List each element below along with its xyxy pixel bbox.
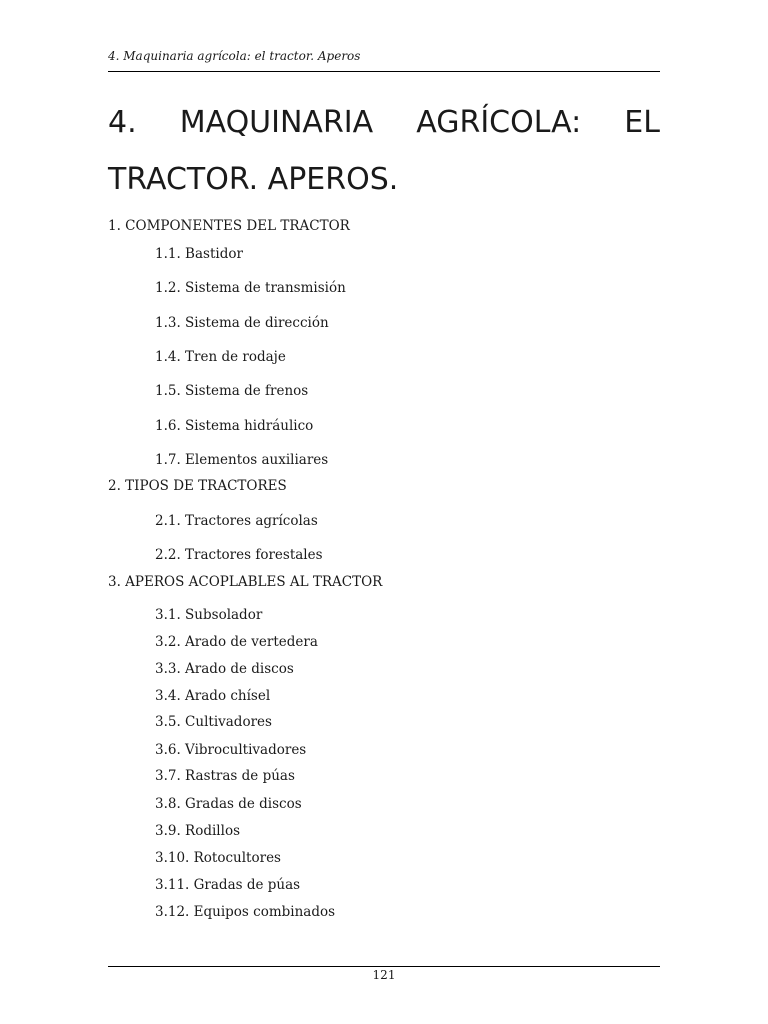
toc-item: 3.8. Gradas de discos bbox=[155, 796, 302, 812]
toc-item: 2.2. Tractores forestales bbox=[155, 547, 323, 563]
chapter-title-word: MAQUINARIA bbox=[179, 105, 374, 140]
chapter-title-line-1 bbox=[108, 94, 660, 151]
chapter-title-word: EL bbox=[624, 105, 660, 140]
toc-section-2: 2. TIPOS DE TRACTORES bbox=[108, 478, 287, 494]
toc-item: 3.4. Arado chísel bbox=[155, 688, 271, 704]
toc-item: 1.2. Sistema de transmisión bbox=[155, 280, 346, 296]
toc-item: 1.7. Elementos auxiliares bbox=[155, 452, 329, 468]
toc-item: 3.1. Subsolador bbox=[155, 607, 263, 623]
chapter-title-word: 4. bbox=[108, 105, 137, 140]
chapter-title-line-2: TRACTOR. APEROS. bbox=[108, 162, 399, 197]
header-rule bbox=[108, 71, 660, 72]
toc-item: 1.1. Bastidor bbox=[155, 246, 243, 262]
toc-item: 3.11. Gradas de púas bbox=[155, 877, 301, 893]
chapter-title bbox=[108, 94, 660, 208]
toc-item: 2.1. Tractores agrícolas bbox=[155, 513, 318, 529]
chapter-title-word: AGRÍCOLA: bbox=[416, 105, 582, 140]
toc-item: 3.3. Arado de discos bbox=[155, 661, 294, 677]
running-header: 4. Maquinaria agrícola: el tractor. Aperos bbox=[108, 49, 361, 63]
toc-item: 1.3. Sistema de dirección bbox=[155, 315, 329, 331]
toc-item: 3.9. Rodillos bbox=[155, 823, 240, 839]
footer-rule bbox=[108, 966, 660, 967]
toc-item: 1.4. Tren de rodaje bbox=[155, 349, 286, 365]
toc-item: 1.5. Sistema de frenos bbox=[155, 383, 309, 399]
toc-section-3: 3. APEROS ACOPLABLES AL TRACTOR bbox=[108, 574, 383, 590]
toc-item: 3.5. Cultivadores bbox=[155, 714, 272, 730]
toc-item: 3.7. Rastras de púas bbox=[155, 768, 295, 784]
toc-item: 3.10. Rotocultores bbox=[155, 850, 281, 866]
toc-item: 3.2. Arado de vertedera bbox=[155, 634, 318, 650]
page-number: 121 bbox=[372, 968, 396, 982]
toc-item: 3.12. Equipos combinados bbox=[155, 904, 336, 920]
toc-section-1: 1. COMPONENTES DEL TRACTOR bbox=[108, 218, 350, 234]
toc-item: 1.6. Sistema hidráulico bbox=[155, 418, 314, 434]
toc-item: 3.6. Vibrocultivadores bbox=[155, 742, 307, 758]
